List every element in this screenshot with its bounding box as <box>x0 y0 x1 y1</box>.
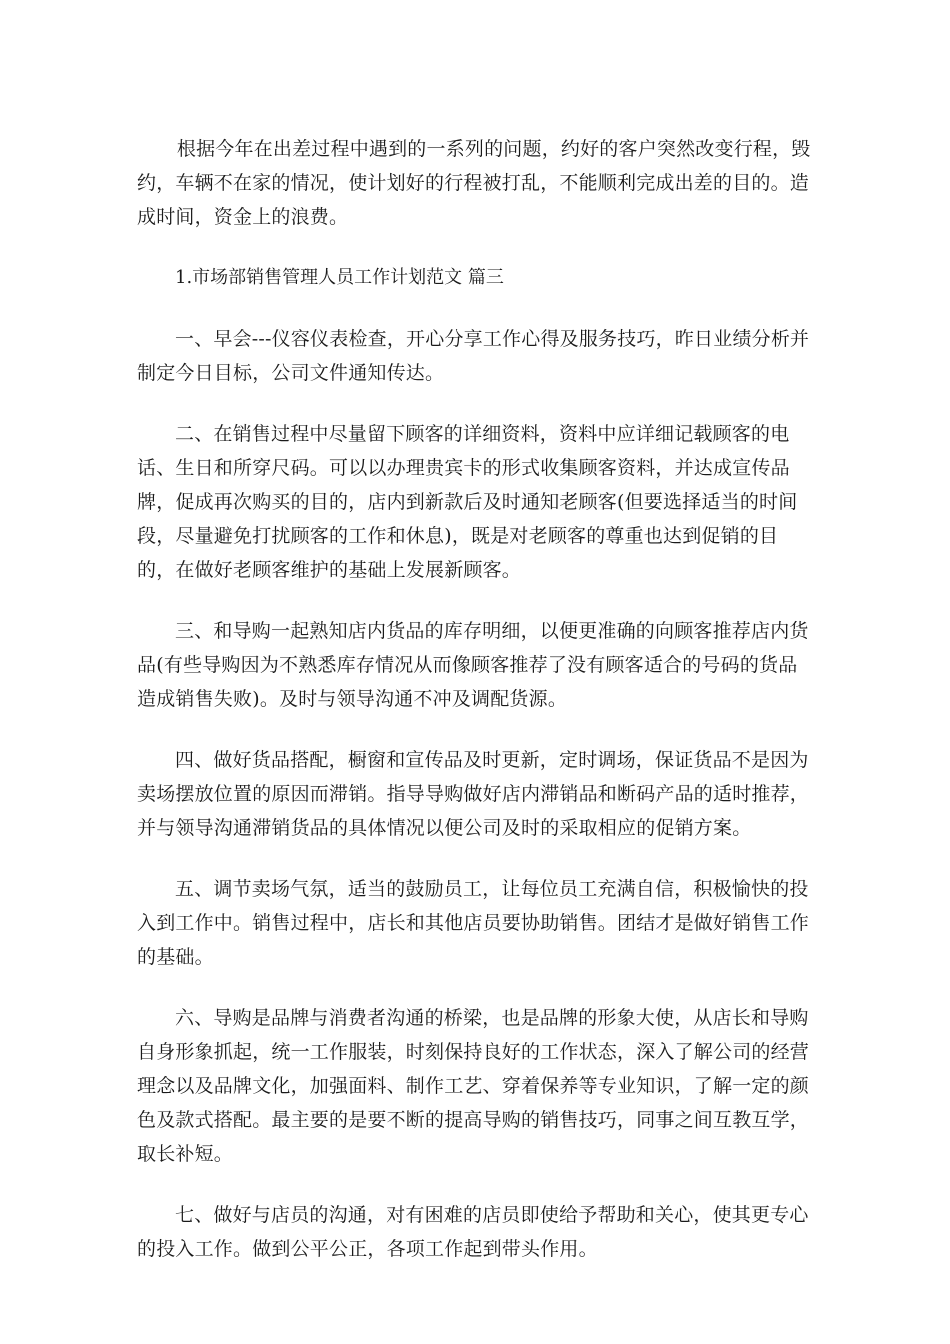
paragraph-item-7: 七、做好与店员的沟通，对有困难的店员即使给予帮助和关心，使其更专心的投入工作。做到公平公正，各项工作起到带头作用。 <box>137 1204 809 1260</box>
section-heading: 1.市场部销售管理人员工作计划范文 篇三 <box>175 267 504 288</box>
paragraph-item-1: 一、早会---仪容仪表检查，开心分享工作心得及服务技巧，昨日业绩分析并制定今日目标，公司文件通知传达。 <box>137 328 810 384</box>
paragraph-item-5: 五、调节卖场气氛，适当的鼓励员工，让每位员工充满自信，积极愉快的投入到工作中。销售过程中，店长和其他店员要协助销售。团结才是做好销售工作的基础。 <box>137 878 810 968</box>
paragraph-item-4: 四、做好货品搭配，橱窗和宣传品及时更新，定时调场，保证货品不是因为卖场摆放位置的原因而滞销。指导导购做好店内滞销品和断码产品的适时推荐，并与领导沟通滞销货品的具体情况以便公司及时的采取相应的促销方案。 <box>137 749 810 839</box>
document-body <box>137 132 813 1293</box>
paragraph-item-2: 二、在销售过程中尽量留下顾客的详细资料，资料中应详细记载顾客的电话、生日和所穿尺码。可以以办理贵宾卡的形式收集顾客资料，并达成宣传品牌，促成再次购买的目的，店内到新款后及时通知老顾客(但要选择适当的时间段，尽量避免打扰顾客的工作和休息)，既是对老顾客的尊重也达到促销的目的，在做好老顾客维护的基础上发展新顾客。 <box>137 423 798 581</box>
paragraph-item-6: 六、导购是品牌与消费者沟通的桥梁，也是品牌的形象大使，从店长和导购自身形象抓起，统一工作服装，时刻保持良好的工作状态，深入了解公司的经营理念以及品牌文化，加强面料、制作工艺、穿着保养等专业知识，了解一定的颜色及款式搭配。最主要的是要不断的提高导购的销售技巧，同事之间互教互学，取长补短。 <box>137 1007 810 1165</box>
intro-paragraph: 根据今年在出差过程中遇到的一系列的问题，约好的客户突然改变行程，毁约，车辆不在家的情况，使计划好的行程被打乱，不能顺利完成出差的目的。造成时间，资金上的浪费。 <box>137 138 811 228</box>
paragraph-item-3: 三、和导购一起熟知店内货品的库存明细，以便更准确的向顾客推荐店内货品(有些导购因为不熟悉库存情况从而像顾客推荐了没有顾客适合的号码的货品造成销售失败)。及时与领导沟通不冲及调配货源。 <box>137 620 809 710</box>
